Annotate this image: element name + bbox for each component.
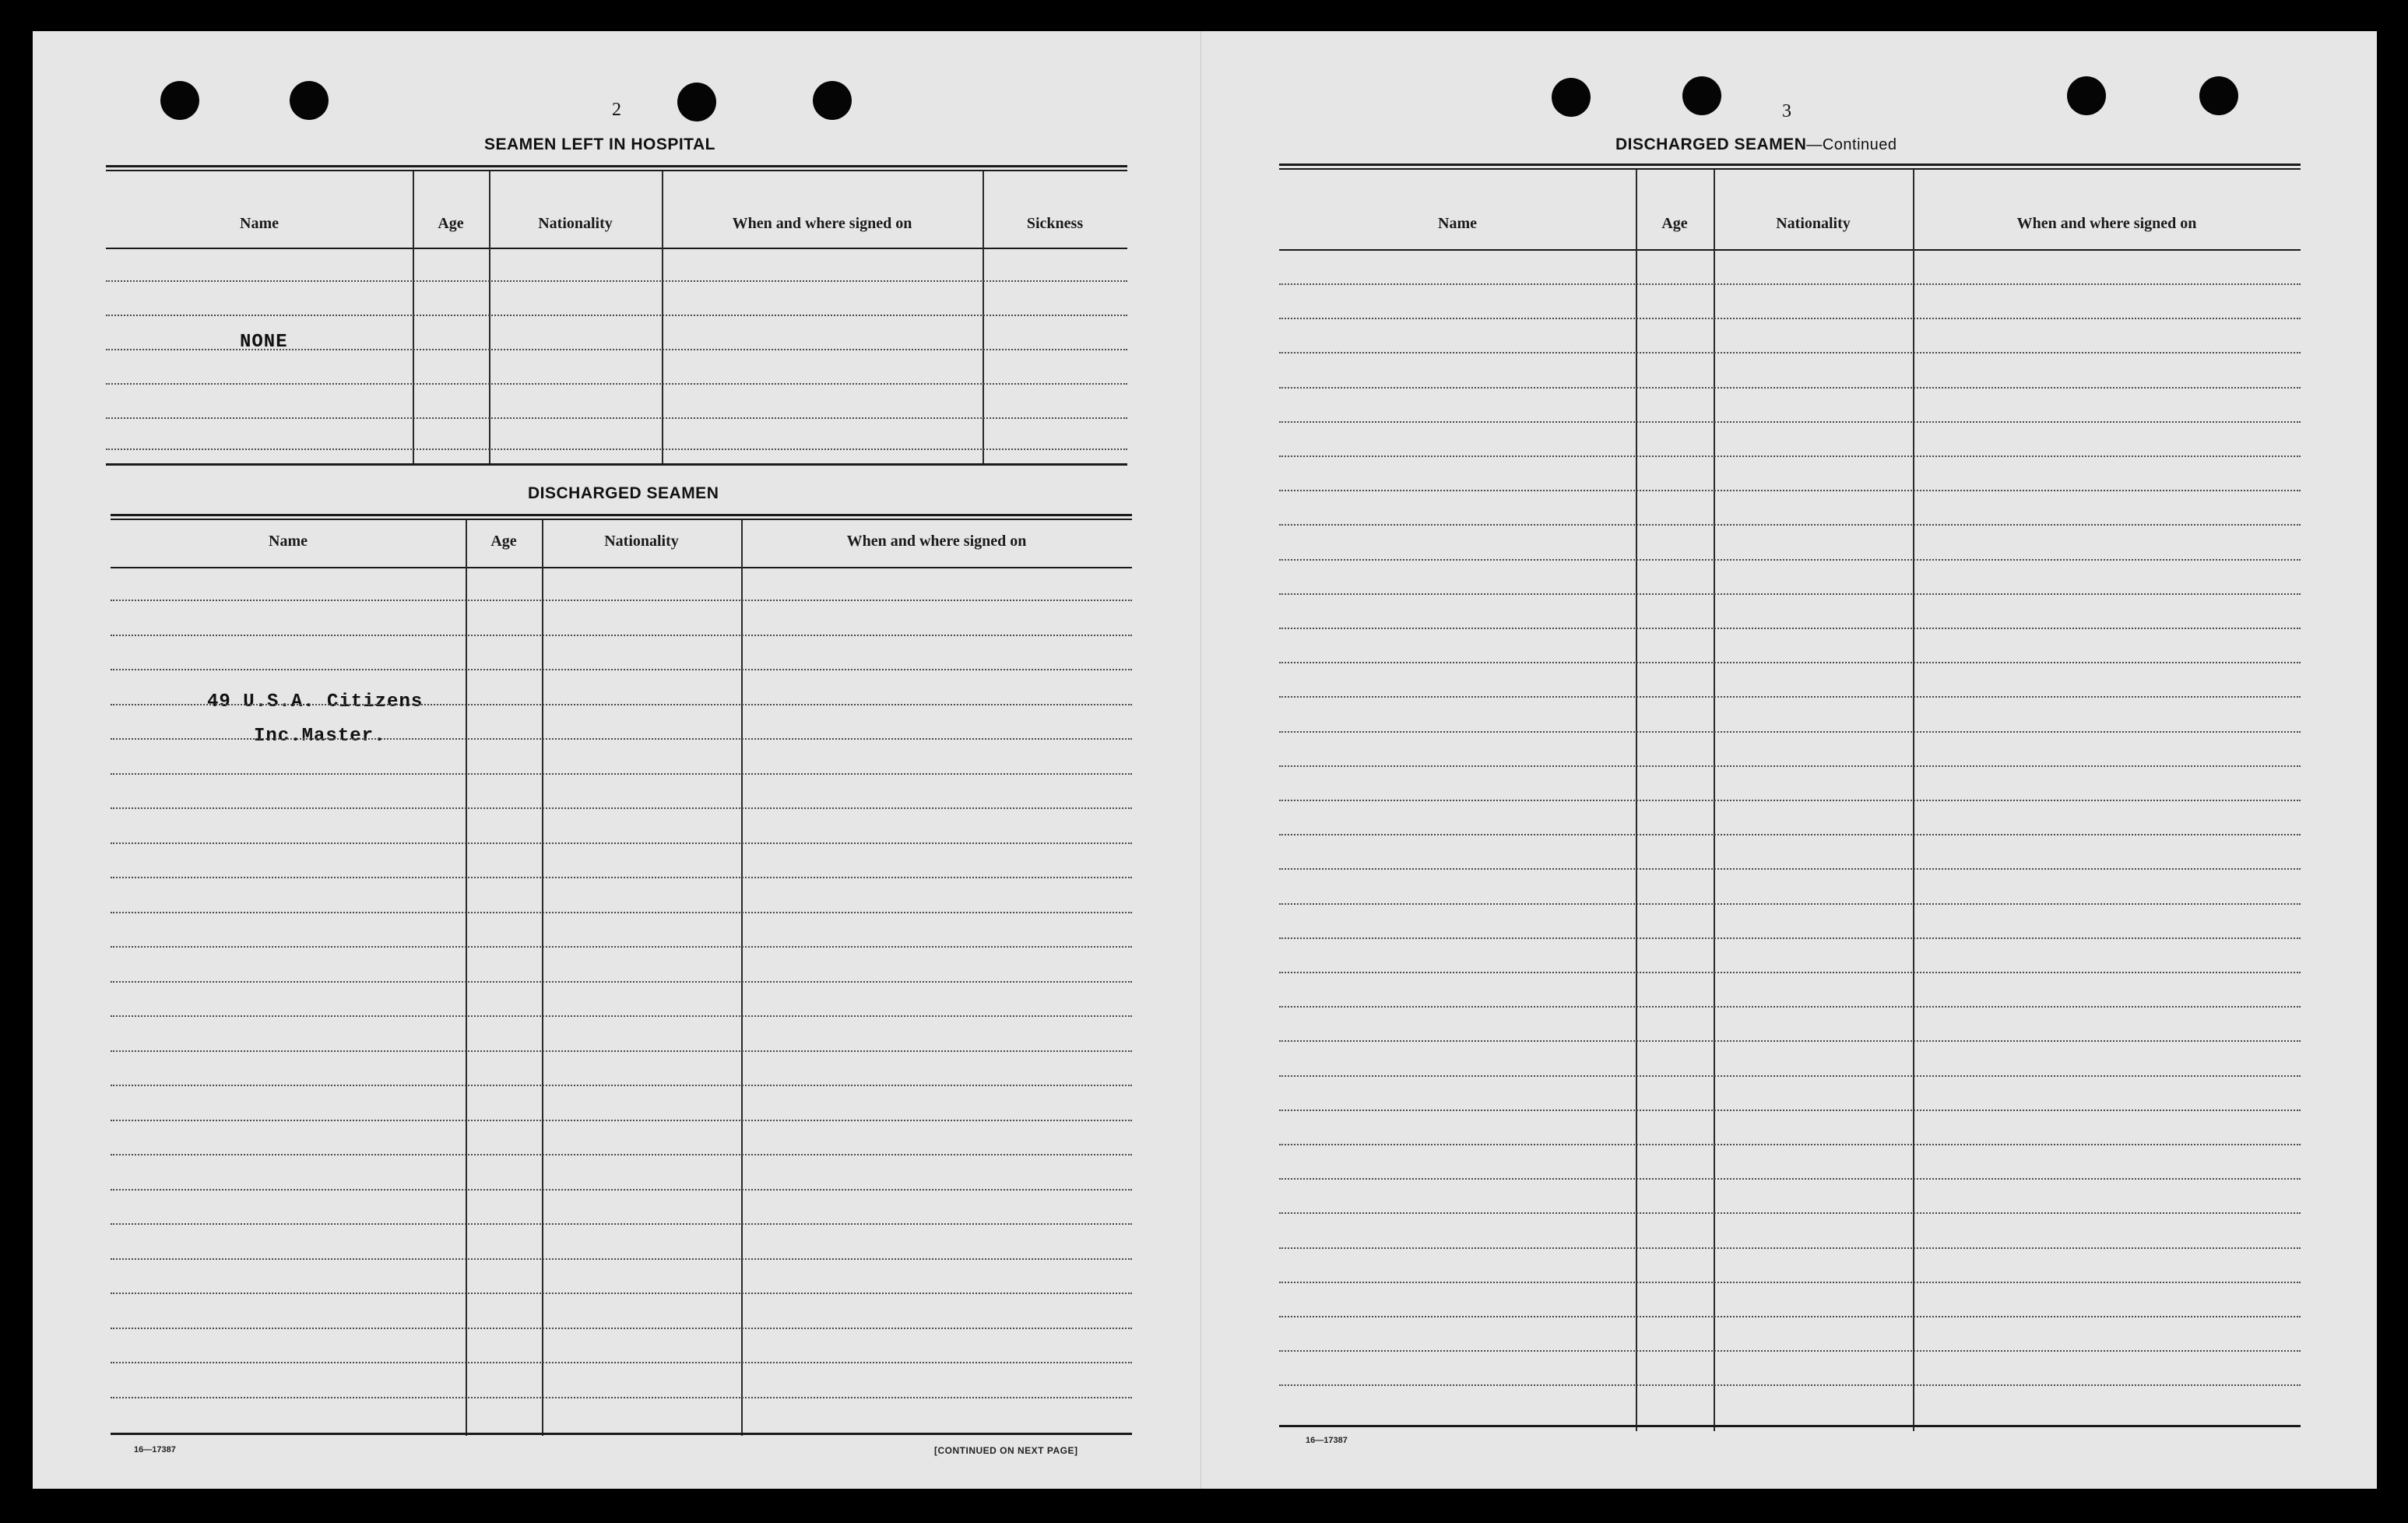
- column-divider: [741, 520, 743, 1436]
- col-header-signed-on: When and where signed on: [732, 215, 912, 232]
- punch-hole: [290, 81, 329, 120]
- entry-line: [111, 1189, 1132, 1191]
- left-page: [33, 31, 1200, 1489]
- punch-hole: [677, 83, 716, 121]
- table-bottom-rule: [1279, 1425, 2301, 1427]
- entry-line: [1279, 868, 2301, 870]
- form-number: 16—17387: [134, 1445, 176, 1454]
- entry-line: [1279, 696, 2301, 698]
- entry-line: [1279, 937, 2301, 939]
- punch-hole: [2199, 76, 2238, 115]
- col-header-name: Name: [240, 215, 279, 232]
- entry-line: [1279, 593, 2301, 595]
- entry-line: [1279, 765, 2301, 767]
- entry-line: [111, 807, 1132, 809]
- discharged-continued-table: [1279, 164, 2301, 1431]
- page-number: 2: [612, 100, 621, 120]
- entry-line: [1279, 1350, 2301, 1352]
- punch-hole: [2067, 76, 2106, 115]
- column-divider: [983, 171, 984, 466]
- right-page: [1200, 31, 2377, 1489]
- col-header-nationality: Nationality: [1776, 215, 1851, 232]
- col-header-nationality: Nationality: [538, 215, 613, 232]
- punch-hole: [1552, 78, 1591, 117]
- entry-line: [1279, 318, 2301, 319]
- entry-line: [1279, 1212, 2301, 1214]
- hospital-table: [106, 165, 1127, 467]
- col-header-name: Name: [269, 533, 308, 550]
- entry-line: [111, 738, 1132, 740]
- heading-suffix: —Continued: [1806, 136, 1897, 153]
- entry-line: [111, 1085, 1132, 1086]
- entry-line: [1279, 1384, 2301, 1386]
- table-top-rule: [1279, 164, 2301, 166]
- entry-line: [1279, 1282, 2301, 1283]
- entry-line: [111, 600, 1132, 601]
- entry-line: [1279, 352, 2301, 353]
- entry-line: [1279, 1075, 2301, 1077]
- header-bottom-rule: [1279, 249, 2301, 251]
- table-top-rule: [111, 519, 1132, 520]
- col-header-nationality: Nationality: [604, 533, 679, 550]
- punch-hole: [813, 81, 852, 120]
- table-top-rule: [111, 514, 1132, 516]
- entry-line: [111, 1050, 1132, 1052]
- table-bottom-rule: [106, 463, 1127, 466]
- discharged-heading: DISCHARGED SEAMEN: [528, 484, 719, 502]
- entry-line: [111, 1154, 1132, 1155]
- entry-line: [111, 635, 1132, 636]
- table-bottom-rule: [111, 1433, 1132, 1435]
- entry-line: [111, 912, 1132, 913]
- entry-line: [106, 448, 1127, 450]
- entry-line: [106, 280, 1127, 282]
- entry-line: [111, 1120, 1132, 1121]
- entry-line: [1279, 800, 2301, 801]
- discharged-entry-line1: 49 U.S.A. Citizens: [207, 691, 424, 712]
- col-header-age: Age: [438, 215, 464, 232]
- entry-line: [1279, 1178, 2301, 1180]
- entry-line: [111, 1293, 1132, 1294]
- entry-line: [1279, 421, 2301, 423]
- entry-line: [106, 383, 1127, 385]
- entry-line: [1279, 1006, 2301, 1008]
- entry-line: [1279, 387, 2301, 389]
- column-divider: [466, 520, 467, 1436]
- continued-note: [CONTINUED ON NEXT PAGE]: [934, 1445, 1078, 1456]
- entry-line: [1279, 903, 2301, 905]
- header-bottom-rule: [106, 248, 1127, 249]
- entry-line: [111, 1258, 1132, 1260]
- discharged-table: [111, 514, 1132, 1437]
- entry-line: [111, 1362, 1132, 1363]
- entry-line: [111, 1397, 1132, 1398]
- hospital-entry: NONE: [240, 332, 288, 353]
- entry-line: [1279, 524, 2301, 526]
- punch-hole: [1682, 76, 1721, 115]
- entry-line: [111, 773, 1132, 775]
- heading-main: DISCHARGED SEAMEN: [1615, 135, 1807, 153]
- entry-line: [1279, 455, 2301, 457]
- entry-line: [111, 946, 1132, 948]
- entry-line: [111, 704, 1132, 705]
- entry-line: [1279, 283, 2301, 285]
- col-header-signed-on: When and where signed on: [846, 533, 1027, 550]
- entry-line: [111, 842, 1132, 844]
- column-divider: [662, 171, 663, 466]
- hospital-heading: SEAMEN LEFT IN HOSPITAL: [484, 135, 715, 153]
- entry-line: [1279, 559, 2301, 561]
- entry-line: [106, 315, 1127, 316]
- table-top-rule: [106, 165, 1127, 167]
- discharged-continued-heading: [1615, 135, 1897, 154]
- entry-line: [1279, 628, 2301, 629]
- entry-line: [1279, 731, 2301, 733]
- entry-line: [1279, 662, 2301, 663]
- entry-line: [1279, 1144, 2301, 1145]
- col-header-sickness: Sickness: [1026, 215, 1084, 232]
- column-divider: [489, 171, 490, 466]
- entry-line: [1279, 834, 2301, 835]
- entry-line: [1279, 1247, 2301, 1249]
- entry-line: [1279, 1316, 2301, 1317]
- entry-line: [1279, 1040, 2301, 1042]
- entry-line: [111, 1328, 1132, 1329]
- table-top-rule: [1279, 168, 2301, 170]
- table-top-rule: [106, 170, 1127, 171]
- column-divider: [542, 520, 543, 1436]
- form-number: 16—17387: [1306, 1436, 1348, 1445]
- col-header-name: Name: [1438, 215, 1477, 232]
- entry-line: [1279, 972, 2301, 973]
- col-header-age: Age: [490, 533, 517, 550]
- entry-line: [1279, 490, 2301, 491]
- entry-line: [111, 1223, 1132, 1225]
- column-divider: [413, 171, 414, 466]
- header-bottom-rule: [111, 567, 1132, 568]
- discharged-entry-line2: Inc.Master.: [254, 726, 386, 747]
- col-header-age: Age: [1661, 215, 1688, 232]
- entry-line: [111, 877, 1132, 878]
- col-header-signed-on: When and where signed on: [2016, 215, 2197, 232]
- entry-line: [111, 669, 1132, 670]
- page-number: 3: [1782, 101, 1791, 121]
- punch-hole: [160, 81, 199, 120]
- entry-line: [106, 417, 1127, 419]
- entry-line: [111, 1015, 1132, 1017]
- entry-line: [111, 981, 1132, 983]
- entry-line: [1279, 1110, 2301, 1111]
